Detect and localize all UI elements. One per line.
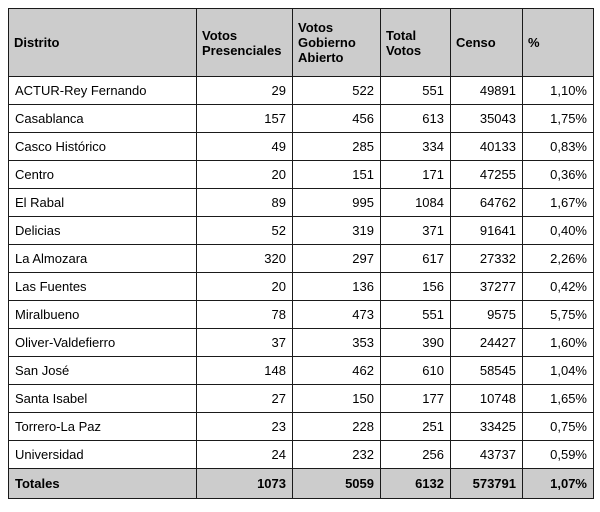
cell-porcentaje: 1,10% (523, 77, 594, 105)
cell-votos-presenciales: 148 (197, 357, 293, 385)
cell-distrito: Santa Isabel (9, 385, 197, 413)
results-table-container (8, 8, 594, 499)
header-votos-presenciales: Votos Presenciales (197, 9, 293, 77)
cell-total-votos: 334 (381, 133, 451, 161)
cell-porcentaje: 1,65% (523, 385, 594, 413)
cell-distrito: Miralbueno (9, 301, 197, 329)
cell-votos-presenciales: 89 (197, 189, 293, 217)
header-votos-gobierno-abierto: Votos Gobierno Abierto (293, 9, 381, 77)
cell-votos-gobierno-abierto: 462 (293, 357, 381, 385)
cell-censo: 40133 (451, 133, 523, 161)
table-row (9, 217, 594, 245)
cell-votos-gobierno-abierto: 473 (293, 301, 381, 329)
totals-censo: 573791 (451, 469, 523, 499)
cell-total-votos: 617 (381, 245, 451, 273)
cell-votos-presenciales: 20 (197, 273, 293, 301)
table-row (9, 133, 594, 161)
totals-gobierno: 5059 (293, 469, 381, 499)
cell-total-votos: 1084 (381, 189, 451, 217)
header-row (9, 9, 594, 77)
table-row (9, 273, 594, 301)
cell-distrito: Centro (9, 161, 197, 189)
cell-votos-presenciales: 23 (197, 413, 293, 441)
cell-votos-gobierno-abierto: 228 (293, 413, 381, 441)
cell-distrito: Delicias (9, 217, 197, 245)
cell-votos-gobierno-abierto: 151 (293, 161, 381, 189)
header-censo: Censo (451, 9, 523, 77)
cell-porcentaje: 1,04% (523, 357, 594, 385)
cell-total-votos: 610 (381, 357, 451, 385)
cell-votos-presenciales: 52 (197, 217, 293, 245)
cell-distrito: San José (9, 357, 197, 385)
cell-porcentaje: 0,83% (523, 133, 594, 161)
cell-votos-gobierno-abierto: 285 (293, 133, 381, 161)
cell-censo: 27332 (451, 245, 523, 273)
cell-porcentaje: 0,59% (523, 441, 594, 469)
cell-distrito: Casablanca (9, 105, 197, 133)
results-table (8, 8, 594, 499)
cell-total-votos: 171 (381, 161, 451, 189)
cell-votos-presenciales: 37 (197, 329, 293, 357)
table-footer (9, 469, 594, 499)
cell-censo: 35043 (451, 105, 523, 133)
table-row (9, 413, 594, 441)
cell-votos-gobierno-abierto: 353 (293, 329, 381, 357)
totals-total: 6132 (381, 469, 451, 499)
cell-porcentaje: 1,60% (523, 329, 594, 357)
totals-row (9, 469, 594, 499)
cell-total-votos: 551 (381, 301, 451, 329)
table-row (9, 105, 594, 133)
table-row (9, 301, 594, 329)
cell-total-votos: 251 (381, 413, 451, 441)
cell-votos-presenciales: 27 (197, 385, 293, 413)
cell-votos-gobierno-abierto: 297 (293, 245, 381, 273)
table-row (9, 441, 594, 469)
cell-porcentaje: 0,40% (523, 217, 594, 245)
cell-porcentaje: 0,42% (523, 273, 594, 301)
cell-total-votos: 156 (381, 273, 451, 301)
cell-votos-gobierno-abierto: 232 (293, 441, 381, 469)
table-header (9, 9, 594, 77)
cell-votos-presenciales: 49 (197, 133, 293, 161)
cell-censo: 64762 (451, 189, 523, 217)
cell-distrito: Oliver-Valdefierro (9, 329, 197, 357)
totals-label: Totales (9, 469, 197, 499)
table-row (9, 77, 594, 105)
cell-votos-presenciales: 29 (197, 77, 293, 105)
cell-votos-presenciales: 78 (197, 301, 293, 329)
table-row (9, 245, 594, 273)
cell-votos-gobierno-abierto: 136 (293, 273, 381, 301)
cell-distrito: Universidad (9, 441, 197, 469)
cell-distrito: La Almozara (9, 245, 197, 273)
cell-censo: 37277 (451, 273, 523, 301)
table-row (9, 189, 594, 217)
cell-total-votos: 551 (381, 77, 451, 105)
cell-porcentaje: 0,75% (523, 413, 594, 441)
totals-presenciales: 1073 (197, 469, 293, 499)
cell-porcentaje: 5,75% (523, 301, 594, 329)
cell-censo: 49891 (451, 77, 523, 105)
totals-porcentaje: 1,07% (523, 469, 594, 499)
cell-distrito: Torrero-La Paz (9, 413, 197, 441)
cell-porcentaje: 2,26% (523, 245, 594, 273)
cell-votos-gobierno-abierto: 995 (293, 189, 381, 217)
cell-votos-gobierno-abierto: 319 (293, 217, 381, 245)
cell-votos-presenciales: 20 (197, 161, 293, 189)
cell-total-votos: 371 (381, 217, 451, 245)
cell-distrito: Casco Histórico (9, 133, 197, 161)
header-distrito: Distrito (9, 9, 197, 77)
cell-votos-presenciales: 320 (197, 245, 293, 273)
table-row (9, 357, 594, 385)
cell-censo: 47255 (451, 161, 523, 189)
table-row (9, 329, 594, 357)
cell-distrito: Las Fuentes (9, 273, 197, 301)
cell-distrito: El Rabal (9, 189, 197, 217)
cell-distrito: ACTUR-Rey Fernando (9, 77, 197, 105)
cell-total-votos: 390 (381, 329, 451, 357)
cell-total-votos: 256 (381, 441, 451, 469)
header-porcentaje: % (523, 9, 594, 77)
cell-porcentaje: 1,67% (523, 189, 594, 217)
cell-votos-gobierno-abierto: 456 (293, 105, 381, 133)
table-row (9, 161, 594, 189)
cell-censo: 9575 (451, 301, 523, 329)
table-row (9, 385, 594, 413)
cell-votos-presenciales: 24 (197, 441, 293, 469)
table-body (9, 77, 594, 469)
cell-censo: 10748 (451, 385, 523, 413)
header-total-votos: Total Votos (381, 9, 451, 77)
cell-censo: 24427 (451, 329, 523, 357)
cell-votos-gobierno-abierto: 150 (293, 385, 381, 413)
cell-total-votos: 613 (381, 105, 451, 133)
cell-censo: 58545 (451, 357, 523, 385)
cell-censo: 43737 (451, 441, 523, 469)
cell-porcentaje: 0,36% (523, 161, 594, 189)
cell-censo: 33425 (451, 413, 523, 441)
cell-total-votos: 177 (381, 385, 451, 413)
cell-votos-gobierno-abierto: 522 (293, 77, 381, 105)
cell-votos-presenciales: 157 (197, 105, 293, 133)
cell-porcentaje: 1,75% (523, 105, 594, 133)
cell-censo: 91641 (451, 217, 523, 245)
